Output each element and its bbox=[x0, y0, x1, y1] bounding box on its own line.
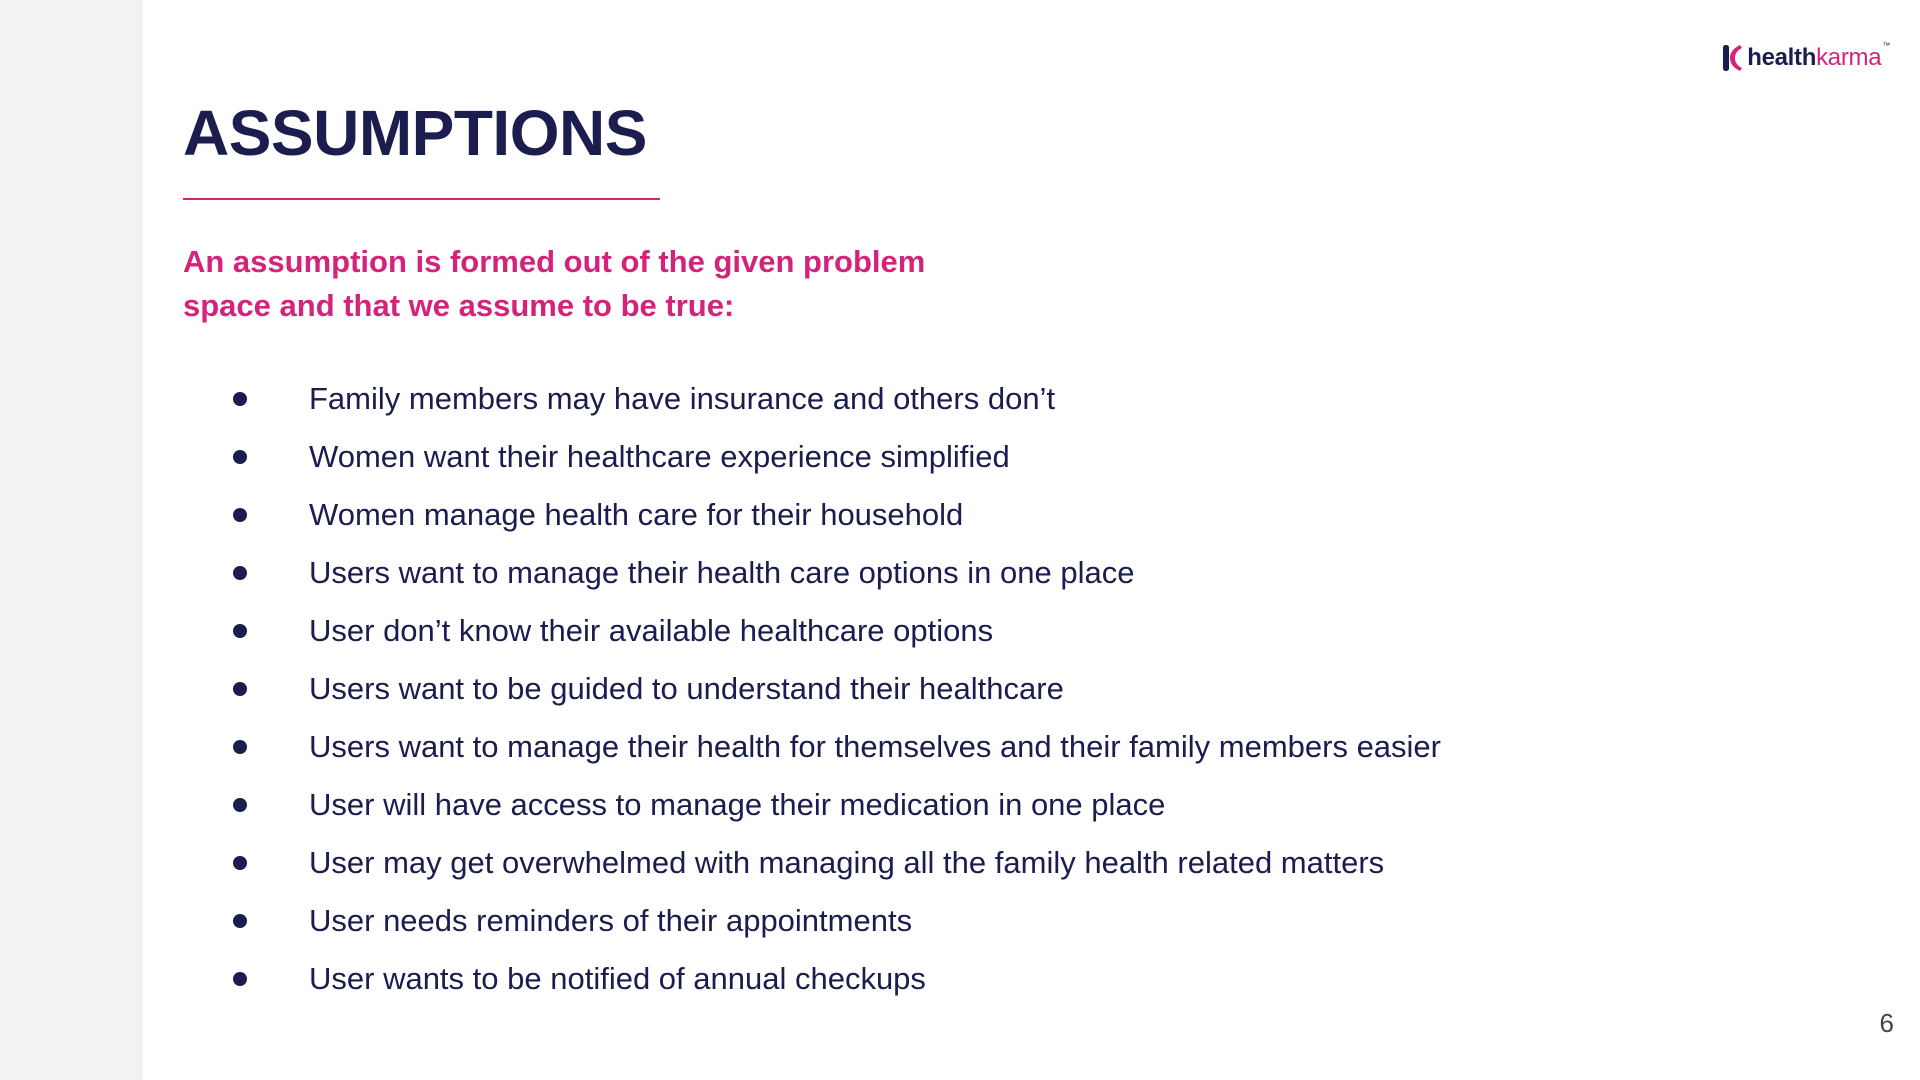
assumption-item bbox=[183, 486, 1683, 544]
bullet-icon bbox=[233, 798, 247, 812]
healthkarma-logo bbox=[1722, 42, 1890, 74]
assumption-item bbox=[183, 660, 1683, 718]
bullet-icon bbox=[233, 740, 247, 754]
assumption-text: User may get overwhelmed with managing all the family health related matters bbox=[309, 845, 1385, 880]
assumption-item bbox=[183, 892, 1683, 950]
bullet-icon bbox=[233, 450, 247, 464]
assumption-text: User don’t know their available healthcare options bbox=[309, 613, 994, 648]
assumption-item bbox=[183, 834, 1683, 892]
assumption-text: User needs reminders of their appointments bbox=[309, 903, 913, 938]
left-margin-strip bbox=[0, 0, 143, 1080]
bullet-icon bbox=[233, 914, 247, 928]
assumption-text: Users want to manage their health care options in one place bbox=[309, 555, 1135, 590]
assumption-item bbox=[183, 428, 1683, 486]
logo-trademark: ™ bbox=[1882, 41, 1890, 50]
title-underline bbox=[183, 198, 660, 200]
assumption-item bbox=[183, 950, 1683, 1008]
assumption-text: Women want their healthcare experience simplified bbox=[309, 439, 1010, 474]
assumption-item bbox=[183, 370, 1683, 428]
bullet-icon bbox=[233, 566, 247, 580]
bullet-icon bbox=[233, 682, 247, 696]
bullet-icon bbox=[233, 972, 247, 986]
assumptions-list bbox=[183, 370, 1683, 1008]
assumption-item bbox=[183, 602, 1683, 660]
assumption-text: Users want to manage their health for themselves and their family members easier bbox=[309, 729, 1441, 764]
bullet-icon bbox=[233, 508, 247, 522]
logo-karma-text: karma bbox=[1816, 44, 1882, 71]
assumption-item bbox=[183, 544, 1683, 602]
assumption-item bbox=[183, 776, 1683, 834]
logo-health-text: health bbox=[1747, 44, 1817, 71]
bullet-icon bbox=[233, 856, 247, 870]
bullet-icon bbox=[233, 392, 247, 406]
bullet-icon bbox=[233, 624, 247, 638]
assumption-text: User wants to be notified of annual checkups bbox=[309, 961, 926, 996]
assumption-text: Users want to be guided to understand their healthcare bbox=[309, 671, 1064, 706]
assumption-item bbox=[183, 718, 1683, 776]
assumption-text: Family members may have insurance and others don’t bbox=[309, 381, 1056, 416]
assumption-text: User will have access to manage their medication in one place bbox=[309, 787, 1166, 822]
assumption-text: Women manage health care for their household bbox=[309, 497, 964, 532]
slide bbox=[143, 0, 1920, 1080]
logo-wordmark bbox=[1747, 41, 1890, 71]
healthkarma-logo-icon bbox=[1722, 43, 1744, 73]
page-number: 6 bbox=[1879, 1008, 1894, 1038]
slide-title: ASSUMPTIONS bbox=[183, 97, 647, 169]
intro-text: An assumption is formed out of the given problem space and that we assume to be true: bbox=[183, 244, 926, 323]
